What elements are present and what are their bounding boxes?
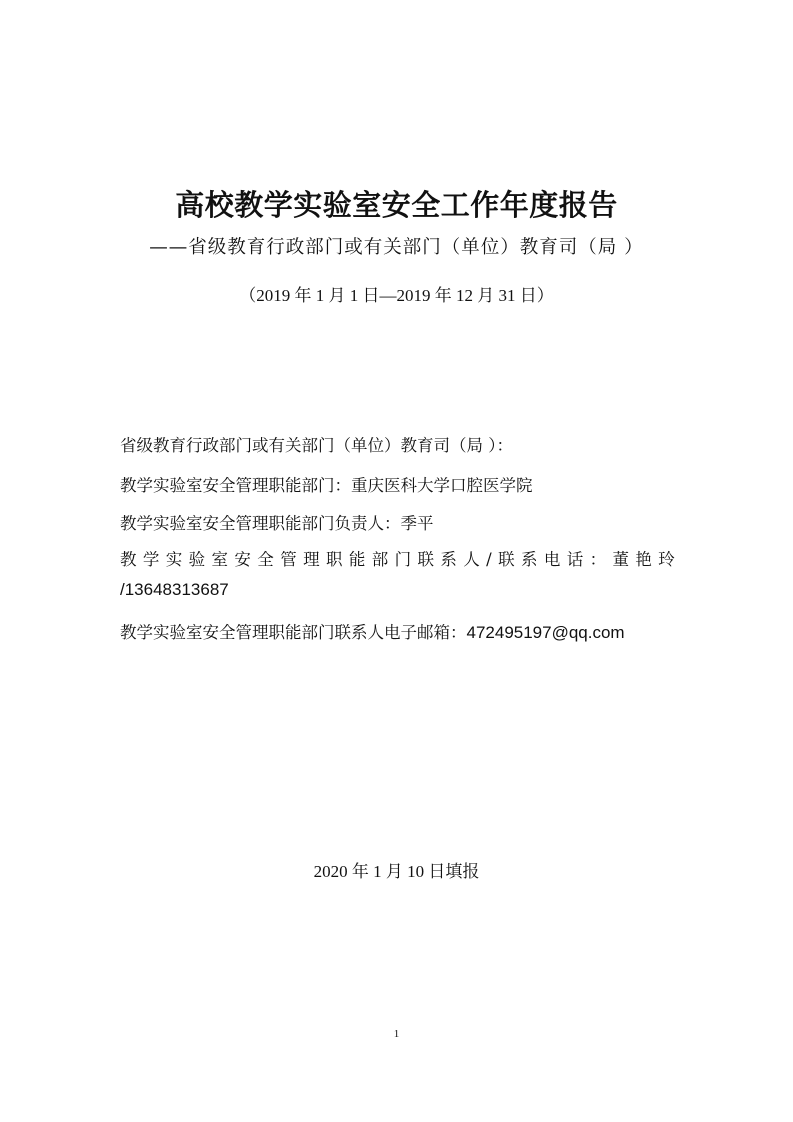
email-label: 教学实验室安全管理职能部门联系人电子邮箱： <box>120 623 467 642</box>
fill-date: 2020 年 1 月 10 日填报 <box>313 862 480 881</box>
management-dept-value: 重庆医科大学口腔医学院 <box>351 476 533 495</box>
email-line <box>120 621 625 645</box>
contact-line <box>120 548 677 572</box>
responsible-person-line <box>120 512 434 536</box>
report-period: （2019 年 1 月 1 日—2019 年 12 月 31 日） <box>239 286 554 305</box>
report-subtitle: ——省级教育行政部门或有关部门（单位）教育司（局 ） <box>149 237 644 258</box>
contact-label: 教学实验室安全管理职能部门联系人/联系电话： <box>120 550 613 569</box>
dept-header-label: 省级教育行政部门或有关部门（单位）教育司（局 ）： <box>120 436 513 455</box>
dept-header-line <box>120 434 513 458</box>
responsible-person-value: 季平 <box>400 514 434 533</box>
page-number: 1 <box>393 1028 400 1040</box>
contact-phone-line <box>120 578 229 602</box>
contact-name-value: 董艳玲 <box>612 550 677 569</box>
management-dept-label: 教学实验室安全管理职能部门： <box>120 476 351 495</box>
email-value: 472495197@qq.com <box>466 623 625 642</box>
report-title: 高校教学实验室安全工作年度报告 <box>175 188 618 222</box>
contact-phone-value: /13648313687 <box>120 580 229 599</box>
management-dept-line <box>120 474 533 498</box>
responsible-person-label: 教学实验室安全管理职能部门负责人： <box>120 514 401 533</box>
